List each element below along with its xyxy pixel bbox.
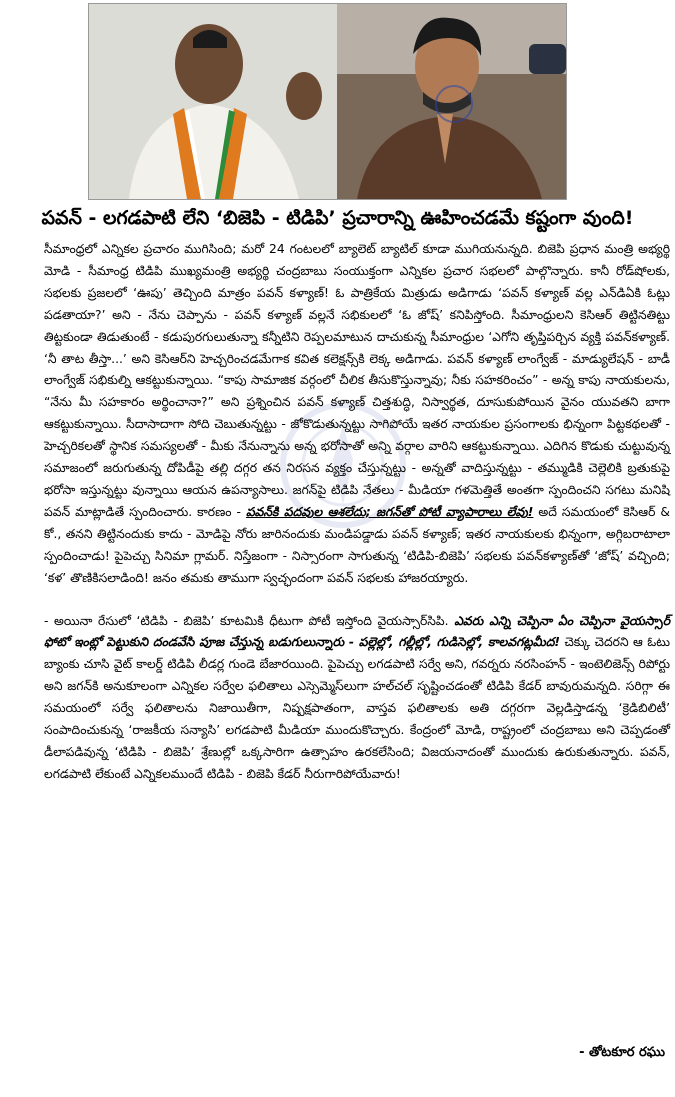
header-photos xyxy=(88,3,567,200)
article-paragraph-1 xyxy=(44,239,670,590)
article-body xyxy=(44,239,670,786)
paragraph-2-text-a: - అయినా రేసులో ‘టిడిపి - బిజెపి’ కూటమికి ధీటుగా పోటీ ఇస్తోంది వైయస్సార్‌సిపి. xyxy=(44,613,455,628)
actor-photo xyxy=(337,4,566,199)
headline: పవన్ - లగడపాటి లేని ‘బిజెపి - టిడిపి’ ప్రచారాన్ని ఊహించడమే కష్టంగా వుంది! xyxy=(41,207,634,229)
article-paragraph-2 xyxy=(44,611,670,786)
author-signature: - తోటకూర రఘు xyxy=(579,1045,665,1060)
paragraph-2-emphasis: ఎవరు ఎన్ని చెప్పినా ఏం చెప్పినా వైయస్సార్ ఫోటో ఇంట్లో పెట్టుకుని దండవేసి పూజ చేస్తున్న బడుగులున్నారు - పల్లెల్లో, గల్లీల్లో, గుడిసెల్లో, కాలవగట్లమీద! xyxy=(44,613,670,650)
paragraph-1-text-a: సీమాంధ్రలో ఎన్నికల ప్రచారం ముగిసింది; మరో 24 గంటలలో బ్యాలెట్ బ్యాటిల్ కూడా ముగియనున్నది. బిజెపి ప్రధాన మంత్రి అభ్యర్థి మోడి - సీమాంధ్ర టిడిపి ముఖ్యమంత్రి అభ్యర్థి చంద్రబాబు సంయుక్తంగా ఎన్నికల ప్రచార సభలలో పాల్గొన్నారు. కానీ రోడ్‌షోలకు, సభలకు ప్రజలలో ‘ఊపు’ తెచ్చింది మాత్రం పవన్ కళ్యాణ్! ఓ పాత్రికేయ మిత్రుడు అడిగాడు ‘పవన్ కళ్యాణ్ వల్ల ఎన్‌డిఏకి ఓట్లు పడతాయా?’ అని - నేను చెప్పాను - పవన్ కళ్యాణ్ వల్లనే సభికులలో ‘ఓ జోష్’ కనిపిస్తోంది. సీమాంధ్రులని కెసిఆర్ తిట్టినతిట్టు తిట్టకుండా తిడుతుంటే - కడుపురగులుతున్నా కన్నీటిని రెప్పలమాటున దాచుకున్న సీమాంధ్రుల ‘ఎగోని తృప్తిపర్చిన వ్యక్తి పవన్‌కళ్యాణ్. ‘నీ తాట తీస్తా...’ అని కెసిఆర్‌ని హెచ్చరించడమేగాక కవిత కలెక్షన్స్‌కి లెక్క అడిగాడు. పవన్ కళ్యాణ్ లాంగ్వేజ్ - మాడ్యులేషన్ - బాడీ లాంగ్వేజ్ సభికుల్ని ఆకట్టుకున్నాయి. “కాపు సామాజిక వర్గంలో చీలిక తీసుకొస్తున్నావు; నీకు సహకరించం” - అన్న కాపు నాయకులను, “నేను మీ సహకారం అర్థించానా?” అని ప్రశ్నించిన పవన్ కళ్యాణ్ చిత్తశుద్ధి, నిస్వార్థత, దూసుకుపోయిన వైనం యువతని బాగా ఆకట్టుకున్నాయి. సీదాసాదాగా సోది చెబుతున్నట్టు - జోకొడుతున్నట్టు సాగిపోయే ఇతర నాయకుల ప్రసంగాలకు భిన్నంగా పిట్టకథలతో - హెచ్చరికలతో స్థానిక సమస్యలతో - మీకు నేనున్నాను అన్న భరోసాతో అన్ని వర్గాల వారిని ఆకట్టుకున్నాయి. ఎదిగిన కొడుకు చుట్టువున్న సమాజంలో జరుగుతున్న దోపిడీపై తల్లి దగ్గర తన నిరసన వ్యక్తం చేస్తున్నట్టు - అన్నతో వాదిస్తున్నట్టు - తమ్ముడికి చెల్లెలికి బ్రతుకుపై భరోసా ఇస్తున్నట్టు వున్నాయి ఆయన ఉపన్యాసాలు. జగన్‌పై టిడిపి నేతలు - మీడియా గళమెత్తితే అంతగా స్పందించని సగటు మనిషి పవన్ మాట్లాడితే స్పందించారు. కారణం - xyxy=(44,242,670,519)
politician-figure-icon xyxy=(89,4,337,199)
watermark-seal-icon xyxy=(435,85,473,123)
paragraph-1-text-b: అదే సమయంలో కెసిఆర్ & కో., తనని తిట్టినందుకు కాదు - మోడిపై నోరు జారినందుకు మండిపడ్డాడు పవన్ కళ్యాణ్; ఇతర నాయకులకు భిన్నంగా, అగ్గిబరాటాలా స్పందించాడు! పైపెచ్చు సినిమా గ్లామర్. నిస్తేజంగా - నిస్సారంగా సాగుతున్న ‘టిడిపి-బిజెపి’ సభలకు పవన్‌కళ్యాణ్‌తో ‘జోష్’ వచ్చింది; ‘కళ’ తొణికిసలాడింది! జనం తమకు తాముగా స్వచ్ఛందంగా పవన్ సభలకు హాజరయ్యారు. xyxy=(44,504,671,585)
paragraph-1-emphasis: పవన్‌కి పదవుల ఆశలేదు; జగన్‌తో పోటీ వ్యాపారాలు లేవు! xyxy=(245,504,534,519)
politician-photo xyxy=(89,4,337,199)
paragraph-2-text-b: చెక్కు చెదరని ఆ ఓటు బ్యాంకు చూసి వైట్ కాలర్డ్ టిడిపి లీడర్ల గుండె బేజారయింది. పైపెచ్చు లగడపాటి సర్వే అని, గవర్నరు నరసింహన్ - ఇంటెలిజెన్స్ రిపోర్టు అని జగన్‌కి అనుకూలంగా ఎన్నికల సర్వేల ఫలితాలు ఎస్సెమ్మెస్‌లుగా హల్‌చల్ సృష్టించడంతో టిడిపి కేడర్ బావురుమన్నది. సరిగ్గా ఈ సమయంలో సర్వే ఫలితాలను నిజాయితీగా, నిష్పక్షపాతంగా, వాస్తవ ఫలితాలకు అతి దగ్గరగా వెల్లడిస్తాడన్న ‘క్రెడిబిలిటీ’ సంపాదించుకున్న ‘రాజకీయ సన్యాసి’ లగడపాటి మీడియా ముందుకొచ్చారు. కేంద్రంలో మోడి, రాష్ట్రంలో చంద్రబాబు అని చెప్పడంతో డీలాపడివున్న ‘టిడిపి - బిజెపి’ శ్రేణుల్లో ఒక్కసారిగా ఉత్సాహం ఉరకలేసింది; విజయనాదంతో ముందుకు ఉరుకుతున్నారు. పవన్, లగడపాటి లేకుంటే ఎన్నికలముందే టిడిపి - బిజెపి కేడర్ నీరుగారిపోయేవారు! xyxy=(44,635,670,781)
